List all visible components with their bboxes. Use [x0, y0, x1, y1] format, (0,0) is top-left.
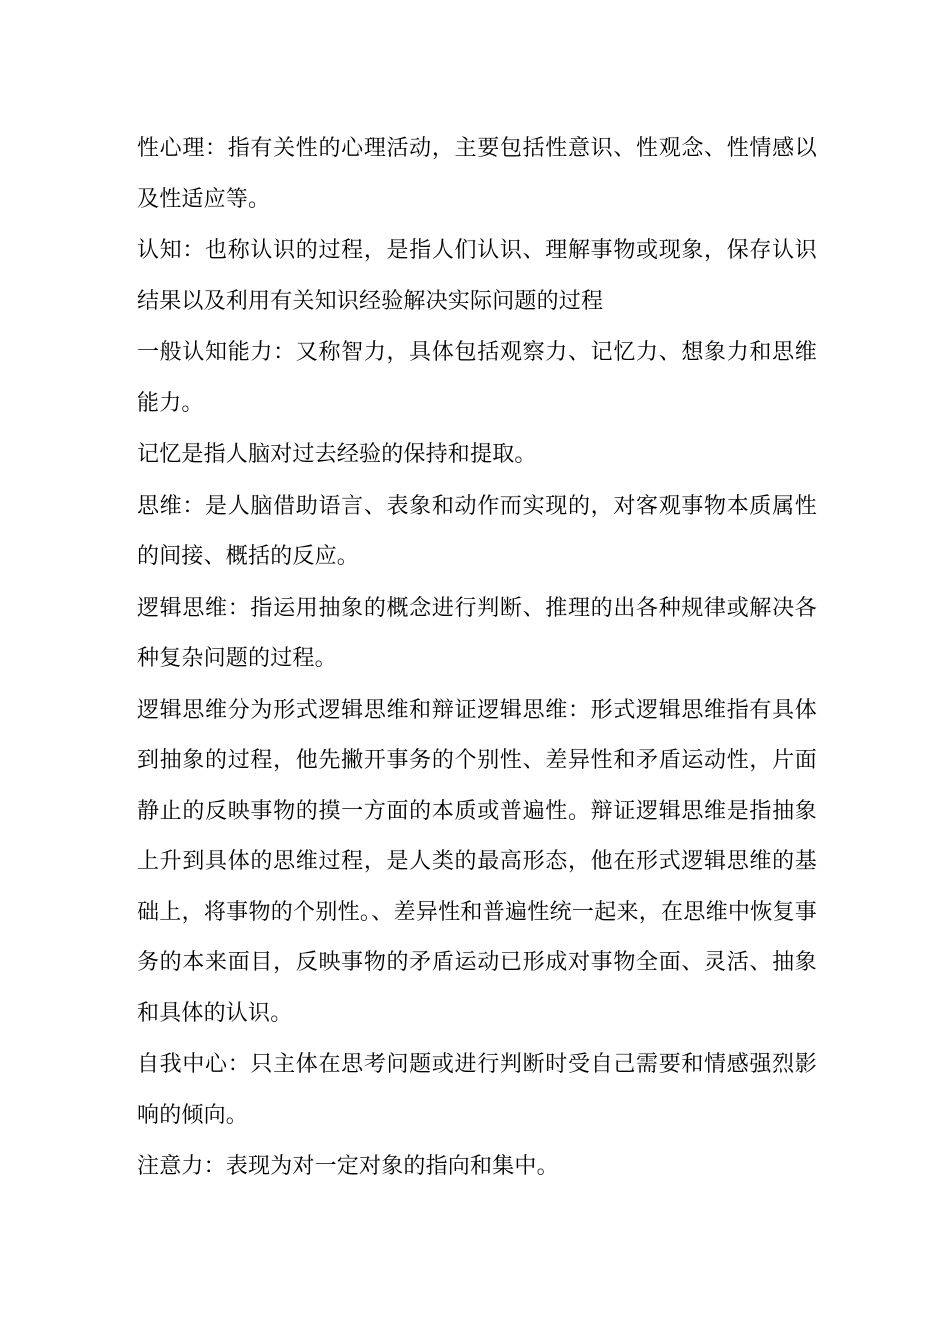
paragraph-attention: 注意力：表现为对一定对象的指向和集中。: [137, 1154, 559, 1179]
paragraph-general-cognitive-ability: 一般认知能力：又称智力，具体包括观察力、记忆力、想象力和思维能力。: [137, 340, 817, 416]
paragraph-logical-thinking-types: 逻辑思维分为形式逻辑思维和辩证逻辑思维：形式逻辑思维指有具体到抽象的过程，他先撇开事务的个别性、差异性和矛盾运动性，片面静止的反映事物的摸一方面的本质或普遍性。辩证逻辑思维是指抽象上升到具体的思维过程，是人类的最高形态，他在形式逻辑思维的基础上，将事物的个别性。、差异性和普遍性统一起来，在思维中恢复事务的本来面目，反映事物的矛盾运动已形成对事物全面、灵活、抽象和具体的认识。: [137, 697, 817, 1026]
paragraph-memory: 记忆是指人脑对过去经验的保持和提取。: [137, 442, 537, 467]
paragraph-sexual-psychology: 性心理：指有关性的心理活动，主要包括性意识、性观念、性情感以及性适应等。: [137, 136, 817, 212]
paragraph-thinking: 思维：是人脑借助语言、表象和动作而实现的，对客观事物本质属性的间接、概括的反应。: [137, 493, 817, 569]
paragraph-cognition: 认知：也称认识的过程，是指人们认识、理解事物或现象，保存认识结果以及利用有关知识经验解决实际问题的过程: [137, 238, 817, 314]
paragraph-logical-thinking: 逻辑思维：指运用抽象的概念进行判断、推理的出各种规律或解决各种复杂问题的过程。: [137, 595, 817, 671]
paragraph-egocentrism: 自我中心：只主体在思考问题或进行判断时受自己需要和情感强烈影响的倾向。: [137, 1052, 817, 1128]
